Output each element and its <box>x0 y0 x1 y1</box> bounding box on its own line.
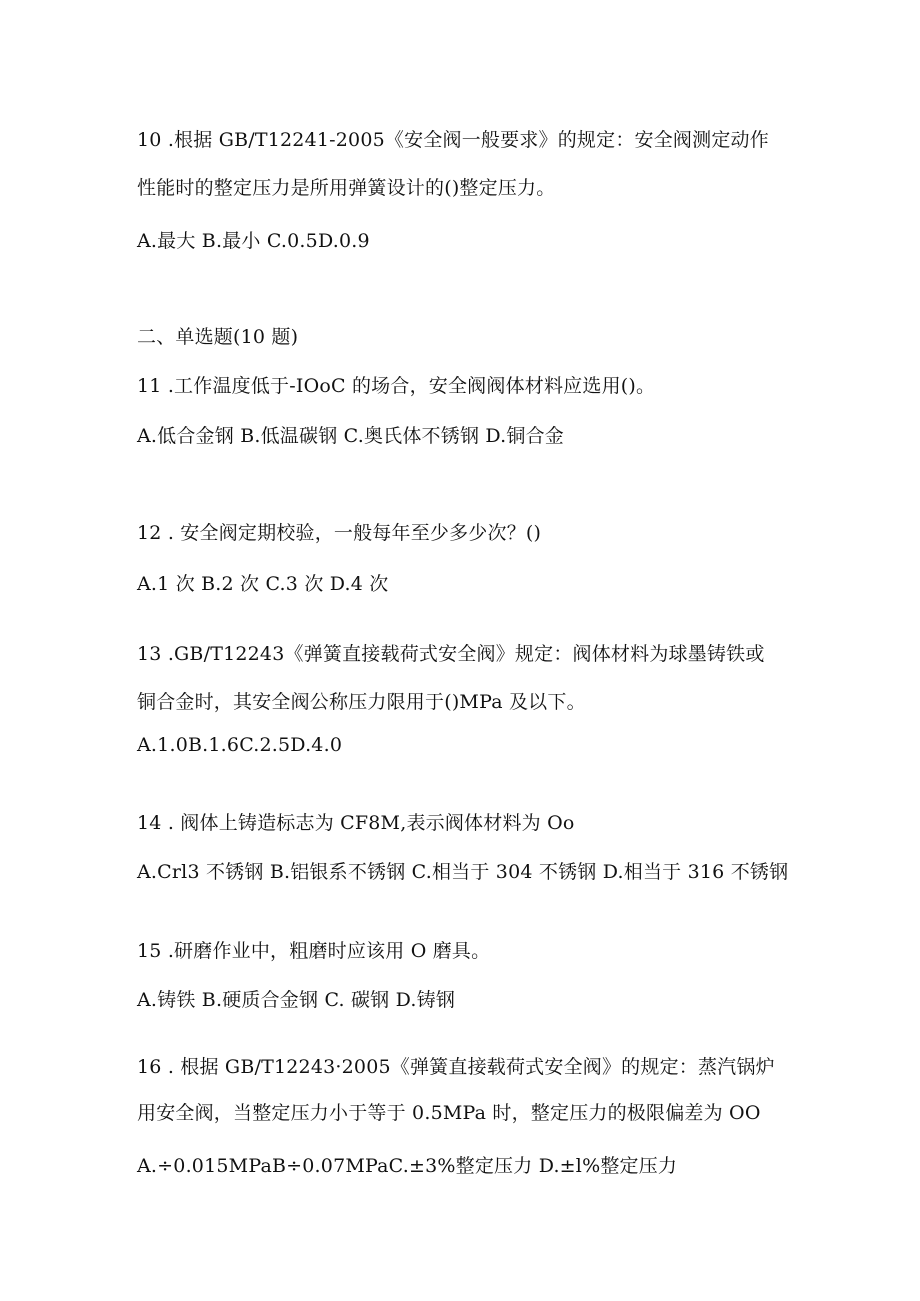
question-14-options: A.Crl3 不锈钢 B.铝银系不锈钢 C.相当于 304 不锈钢 D.相当于 316 不锈钢 <box>137 861 789 883</box>
question-13-stem-line-1: 13 .GB/T12243《弹簧直接载荷式安全阀》规定：阀体材料为球墨铸铁或 <box>137 643 765 665</box>
question-14-stem: 14 . 阀体上铸造标志为 CF8M,表示阀体材料为 Oo <box>137 812 575 834</box>
question-10-options: A.最大 B.最小 C.0.5D.0.9 <box>137 230 370 252</box>
question-15-stem: 15 .研磨作业中，粗磨时应该用 O 磨具。 <box>137 940 491 962</box>
question-13-stem-line-2: 铜合金时，其安全阀公称压力限用于()MPa 及以下。 <box>137 691 586 713</box>
question-10-stem-line-1: 10 .根据 GB/T12241-2005《安全阀一般要求》的规定：安全阀测定动作 <box>137 129 769 151</box>
question-16-stem-line-2: 用安全阀，当整定压力小于等于 0.5MPa 时，整定压力的极限偏差为 OO <box>137 1102 761 1124</box>
question-13-options: A.1.0B.1.6C.2.5D.4.0 <box>137 734 343 756</box>
question-16-options: A.÷0.015MPaB÷0.07MPaC.±3%整定压力 D.±l%整定压力 <box>137 1155 678 1177</box>
section-heading: 二、单选题(10 题) <box>137 326 299 348</box>
question-11-stem: 11 .工作温度低于-IOoC 的场合，安全阀阀体材料应选用()。 <box>137 375 656 397</box>
question-16-stem-line-1: 16 . 根据 GB/T12243·2005《弹簧直接载荷式安全阀》的规定：蒸汽锅炉 <box>137 1056 775 1078</box>
question-12-stem: 12 . 安全阀定期校验，一般每年至少多少次？() <box>137 522 542 544</box>
question-10-stem-line-2: 性能时的整定压力是所用弹簧设计的()整定压力。 <box>137 177 556 199</box>
question-12-options: A.1 次 B.2 次 C.3 次 D.4 次 <box>137 573 389 595</box>
question-11-options: A.低合金钢 B.低温碳钢 C.奥氏体不锈钢 D.铜合金 <box>137 425 564 447</box>
question-15-options: A.铸铁 B.硬质合金钢 C. 碳钢 D.铸钢 <box>137 989 456 1011</box>
